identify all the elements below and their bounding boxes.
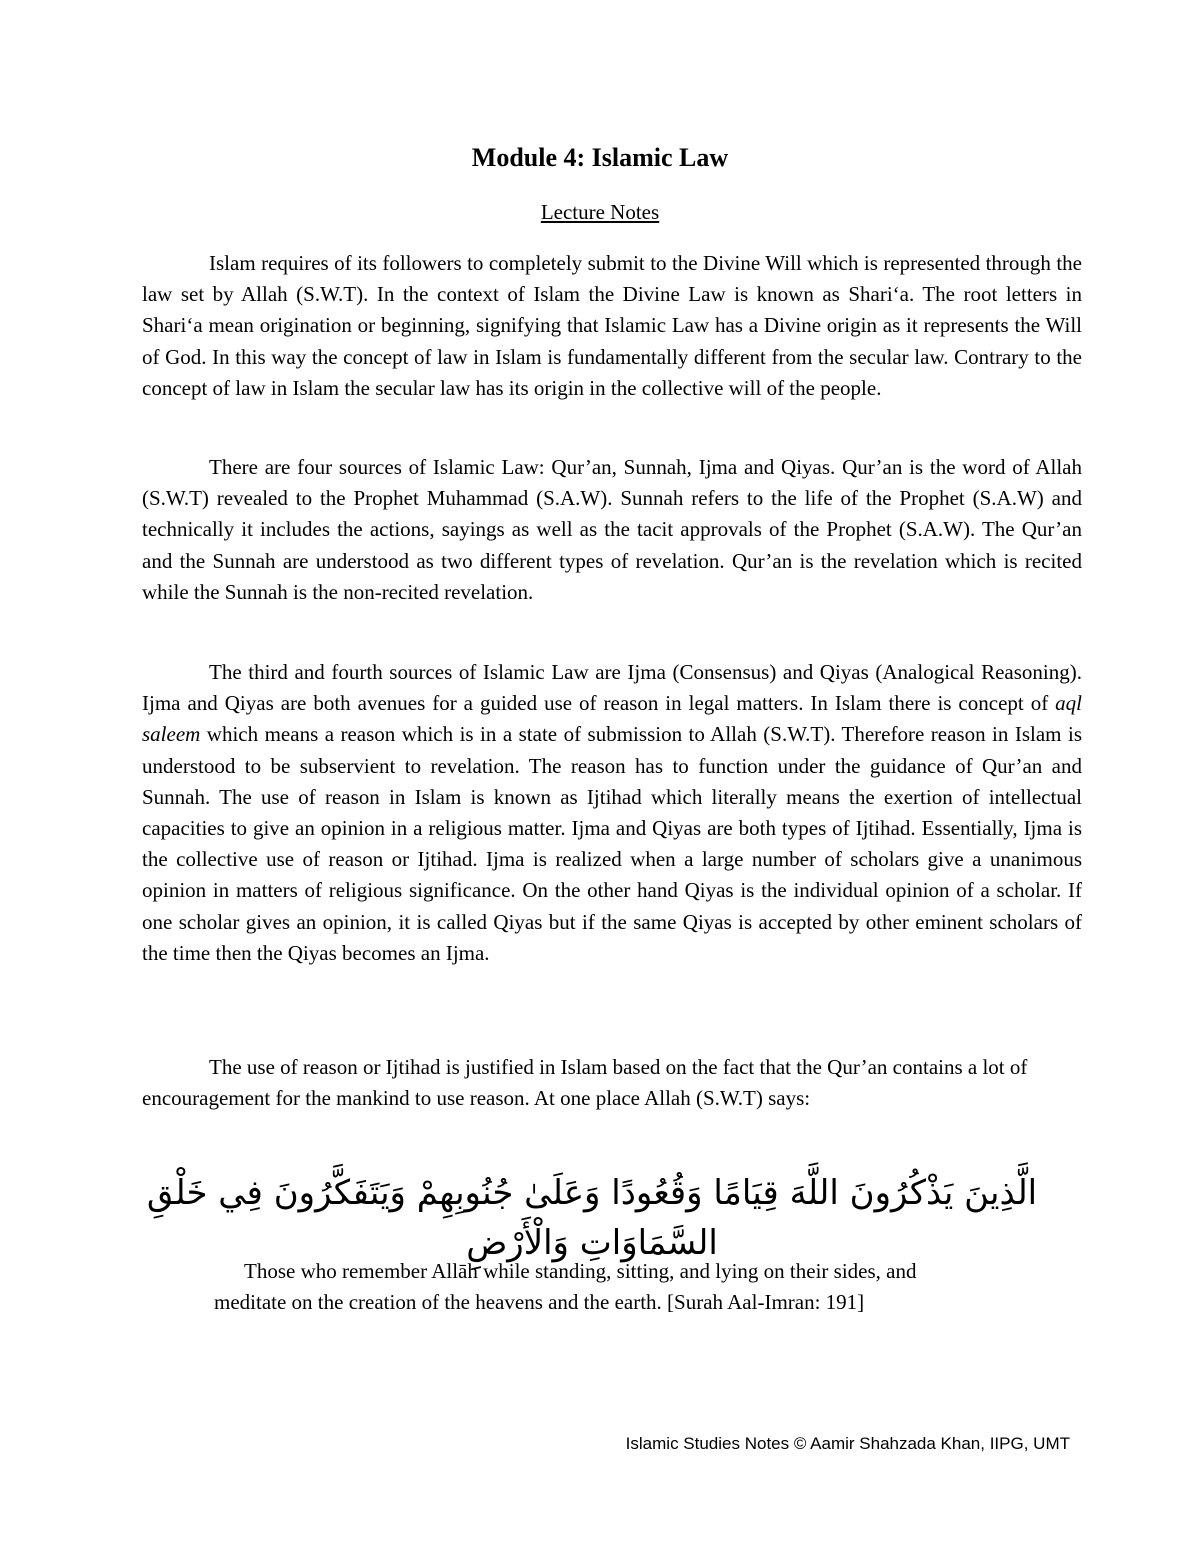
paragraph-ijma-qiyas (142, 657, 1082, 969)
paragraph-ijma-qiyas-part2: which means a reason which is in a state of submission to Allah (S.W.T). Therefore reason in Islam is understood to be subservient to revelation. The reason has to function under the guidance of Qur’an and Sunnah. The use of reason in Islam is known as Ijtihad which literally means the exertion of intellectual capacities to give an opinion in a religious matter. Ijma and Qiyas are both types of Ijtihad. Essentially, Ijma is the collective use of reason or Ijtihad. Ijma is realized when a large number of scholars give a unanimous opinion in matters of religious significance. On the other hand Qiyas is the individual opinion of a scholar. If one scholar gives an opinion, it is called Qiyas but if the same Qiyas is accepted by other eminent scholars of the time then the Qiyas becomes an Ijma. (142, 722, 1082, 965)
aql-saleem-term: aql saleem (142, 691, 1082, 747)
page-footer: Islamic Studies Notes © Aamir Shahzada Khan, IIPG, UMT (625, 1434, 1070, 1453)
page-title: Module 4: Islamic Law (471, 143, 729, 172)
paragraph-ijtihad-justification: The use of reason or Ijtihad is justified in Islam based on the fact that the Qur’an contains a lot of encouragement for the mankind to use reason. At one place Allah (S.W.T) says: (142, 1055, 1028, 1111)
verse-translation-line1: Those who remember Allāh while standing, sitting, and lying on their sides, and (244, 1259, 917, 1283)
verse-translation-line2: meditate on the creation of the heavens and the earth. [Surah Aal-Imran: 191] (214, 1290, 865, 1314)
paragraph-ijma-qiyas-part1: The third and fourth sources of Islamic Law are Ijma (Consensus) and Qiyas (Analogical Reasoning). Ijma and Qiyas are both avenues for a guided use of reason in legal matters. In Islam there is concept of (142, 660, 1082, 716)
quran-verse-arabic: الَّذِينَ يَذْكُرُونَ اللَّهَ قِيَامًا وَقُعُودًا وَعَلَىٰ جُنُوبِهِمْ وَيَتَفَكَّرُونَ فِي خَلْقِ السَّمَاوَاتِ وَالْأَرْضِ (146, 1173, 1038, 1263)
verse-translation (214, 1256, 1044, 1318)
paragraph-four-sources: There are four sources of Islamic Law: Qur’an, Sunnah, Ijma and Qiyas. Qur’an is the word of Allah (S.W.T) revealed to the Prophet Muhammad (S.A.W). Sunnah refers to the life of the Prophet (S.A.W) and technically it includes the actions, sayings as well as the tacit approvals of the Prophet (S.A.W). The Qur’an and the Sunnah are understood as two different types of revelation. Qur’an is the revelation which is recited while the Sunnah is the non-recited revelation. (142, 455, 1082, 604)
page-subtitle: Lecture Notes (540, 200, 660, 224)
paragraph-shariah: Islam requires of its followers to completely submit to the Divine Will which is represented through the law set by Allah (S.W.T). In the context of Islam the Divine Law is known as Shari‘a. The root letters in Shari‘a mean origination or beginning, signifying that Islamic Law has a Divine origin as it represents the Will of God. In this way the concept of law in Islam is fundamentally different from the secular law. Contrary to the concept of law in Islam the secular law has its origin in the collective will of the people. (142, 251, 1082, 400)
